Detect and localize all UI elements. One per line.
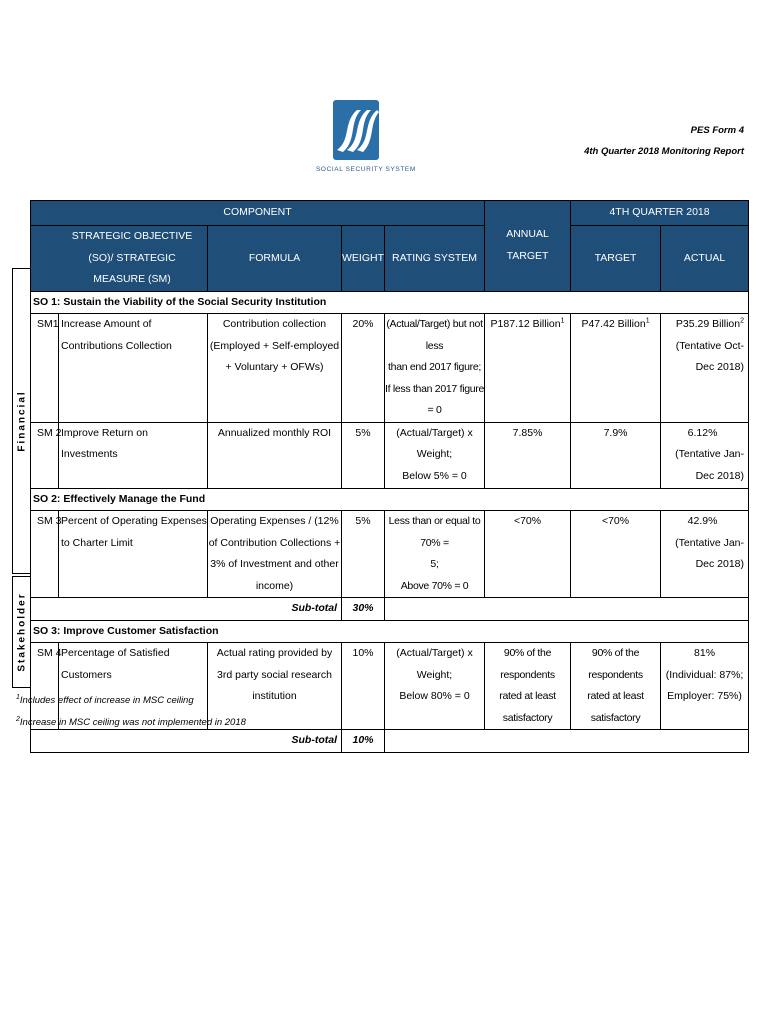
- report-title: 4th Quarter 2018 Monitoring Report: [584, 146, 744, 157]
- sm1-code: SM1: [31, 314, 59, 423]
- footnote-2: $^2$Increase in MSC ceiling was not implemented in 2018: [16, 715, 246, 728]
- sm4-formula: Actual rating provided by 3rd party social research institution: [208, 643, 342, 730]
- form-number: PES Form 4: [690, 125, 744, 136]
- sm3-weight: 5%: [342, 511, 385, 598]
- sm2-formula: Annualized monthly ROI: [208, 422, 342, 488]
- so2-title: SO 2: Effectively Manage the Fund: [31, 488, 749, 511]
- form-header: [584, 120, 744, 162]
- so1-title: SO 1: Sustain the Viability of the Social Security Institution: [31, 291, 749, 314]
- side-label-stakeholder: Stakeholder: [12, 576, 30, 688]
- sm3-actual: 42.9% (Tentative Jan-Dec 2018): [661, 511, 749, 598]
- sm2-code: SM 2: [31, 422, 59, 488]
- header-quarter: 4TH QUARTER 2018: [571, 201, 749, 226]
- header-target: TARGET: [571, 226, 661, 292]
- sm4-measure: Percentage of Satisfied Customers: [59, 643, 208, 730]
- sm2-rating: (Actual/Target) x Weight; Below 5% = 0: [385, 422, 485, 488]
- sm2-actual: 6.12% (Tentative Jan-Dec 2018): [661, 422, 749, 488]
- header-rating: RATING SYSTEM: [385, 226, 485, 292]
- table-row-sm1: [31, 314, 749, 423]
- sm1-actual: P35.29 Billion$^2$ (Tentative Oct-Dec 2018): [661, 314, 749, 423]
- sm1-measure: Increase Amount of Contributions Collection: [59, 314, 208, 423]
- sss-logo: [316, 100, 416, 180]
- sm4-target: 90% of the respondents rated at least satisfactory: [571, 643, 661, 730]
- sm4-rating: (Actual/Target) x Weight; Below 80% = 0: [385, 643, 485, 730]
- sm3-rating: Less than or equal to 70% = 5; Above 70% = 0: [385, 511, 485, 598]
- sm4-actual: 81% (Individual: 87%; Employer: 75%): [661, 643, 749, 730]
- sm3-code: SM 3: [31, 511, 59, 598]
- footnote-1: $^1$Includes effect of increase in MSC ceiling: [16, 693, 194, 706]
- sm4-weight: 10%: [342, 643, 385, 730]
- sm4-annual: 90% of the respondents rated at least satisfactory: [485, 643, 571, 730]
- subtotal-1-value: 30%: [342, 598, 385, 621]
- sm4-code: SM 4: [31, 643, 59, 730]
- table-row-sm2: [31, 422, 749, 488]
- header-so-sm: STRATEGIC OBJECTIVE (SO)/ STRATEGIC MEASURE (SM): [31, 226, 208, 292]
- header-weight: WEIGHT: [342, 226, 385, 292]
- header-formula: FORMULA: [208, 226, 342, 292]
- header-actual: ACTUAL: [661, 226, 749, 292]
- sm1-formula: Contribution collection (Employed + Self-employed + Voluntary + OFWs): [208, 314, 342, 423]
- sss-logo-icon: [333, 100, 379, 160]
- subtotal-2-value: 10%: [342, 730, 385, 753]
- table-row-subtotal-1: [31, 598, 749, 621]
- sm2-annual: 7.85%: [485, 422, 571, 488]
- sm1-annual: P187.12 Billion$^1$: [485, 314, 571, 423]
- subtotal-2-label: Sub-total: [31, 730, 342, 753]
- sm3-formula: Operating Expenses / (12% of Contribution Collections + 3% of Investment and other income): [208, 511, 342, 598]
- sm3-annual: <70%: [485, 511, 571, 598]
- sm2-weight: 5%: [342, 422, 385, 488]
- side-label-financial: Financial: [12, 268, 30, 574]
- sm1-target: P47.42 Billion$^1$: [571, 314, 661, 423]
- table-row-sm3: [31, 511, 749, 598]
- sm2-measure: Improve Return on Investments: [59, 422, 208, 488]
- footnotes: [16, 690, 246, 734]
- subtotal-1-label: Sub-total: [31, 598, 342, 621]
- sm1-rating: (Actual/Target) but not less than end 2017 figure; If less than 2017 figure = 0: [385, 314, 485, 423]
- sm3-target: <70%: [571, 511, 661, 598]
- sm1-weight: 20%: [342, 314, 385, 423]
- sm3-measure: Percent of Operating Expenses to Charter Limit: [59, 511, 208, 598]
- logo-text: SOCIAL SECURITY SYSTEM: [316, 166, 416, 173]
- header-component: COMPONENT: [31, 201, 485, 226]
- sm2-target: 7.9%: [571, 422, 661, 488]
- so3-title: SO 3: Improve Customer Satisfaction: [31, 620, 749, 643]
- monitoring-table: [30, 200, 749, 753]
- header-annual-target: ANNUAL TARGET: [485, 201, 571, 292]
